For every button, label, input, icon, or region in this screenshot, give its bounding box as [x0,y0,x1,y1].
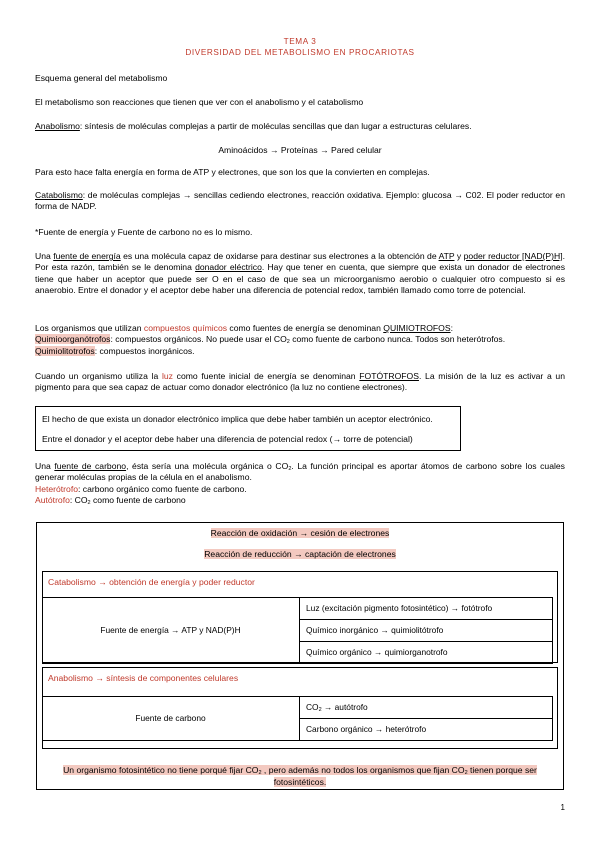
quimiolitotrofos-term: Quimiolitotrofos [35,345,95,356]
energia-row: Químico inorgánico → quimiolitótrofo [300,620,553,642]
chain-line: Aminoácidos → Proteínas → Pared celular [218,145,382,155]
anabolismo-heading: Anabolismo → síntesis de componentes celulares [48,673,239,683]
oxidacion-line: Reacción de oxidación → cesión de electrones [210,528,390,538]
page-number: 1 [560,803,565,812]
summary-box [36,522,564,790]
energia-row: Químico orgánico → quimiorganotrofo [300,642,553,664]
carbono-table [42,696,553,741]
fototrofos-paragraph: Cuando un organismo utiliza la luz como fuente inicial de energía se denominan FOTÓTROFOS. La misión de la luz es activar a un pigmento para que sea capaz de actuar como donador electrónico (la luz no contiene electrones). [35,371,565,393]
fuente-carbono-block: Una fuente de carbono, ésta sería una molécula orgánica o $CO_2$. La función principal es aportar átomos de carbono sobre los cuales generar moléculas propias de la célula en el anabolismo. Heterótrofo: carbono orgánico como fuente de carbono. Autótrofo: $CO_2$ como fuente de carbono [35,461,565,507]
energia-row: Luz (excitación pigmento fotosintético) → fotótrofo [300,598,553,620]
carbono-row: Carbono orgánico → heterótrofo [300,719,553,741]
quimiotrofos-block: Los organismos que utilizan compuestos químicos como fuentes de energía se denominan QUIMIOTROFOS: Quimioorganótrofos: compuestos orgánicos. No puede usar el $CO_2$ como fuente de carbono nunca. Todos son heterótrofos. Quimiolitotrofos: compuestos inorgánicos. [35,323,506,356]
fuente-energia-term: fuente de energía [53,251,121,261]
energia-label: Fuente de energía → ATP y NAD(P)H [42,598,300,664]
heterotrofo-term: Heterótrofo [35,483,78,494]
fuente-carbono-term: fuente de carbono [54,461,127,471]
energia-line: Para esto hace falta energía en forma de ATP y electrones, que son los que la convierten en complejas. [35,167,430,177]
catabolismo-panel [42,571,558,663]
callout-box: El hecho de que exista un donador electrónico implica que debe haber también un aceptor electrónico. Entre el donador y el aceptor debe haber una diferencia de potencial redox (→ torre de potencial) [35,406,461,451]
anabolismo-term: Anabolismo [35,121,80,131]
reduccion-line: Reacción de reducción → captación de electrones [204,549,396,559]
quimioorganotrofos-term: Quimioorganótrofos [35,334,111,345]
energia-table [42,597,553,664]
anabolismo-panel [42,667,558,749]
catabolismo-heading: Catabolismo → obtención de energía y poder reductor [48,577,255,587]
catabolismo-definition: Catabolismo: de moléculas complejas → sencillas cediendo electrones, reacción oxidativa. Ejemplo: glucosa → C02. El poder reductor en forma de NADP. [35,190,565,212]
catabolismo-term: Catabolismo [35,190,83,200]
page-title: DIVERSIDAD DEL METABOLISMO EN PROCARIOTAS [185,48,415,57]
tema-label: TEMA 3 [283,37,317,46]
fuente-energia-paragraph: Una fuente de energía es una molécula capaz de oxidarse para destinar sus electrones a la obtención de ATP y poder reductor [NAD(P)H]. Por esta razón, también se le denomina donador eléctrico. Hay que tener en cuenta, que siempre que exista un donador de electrones tiene que haber un aceptor que puede ser O en el caso de que sea un microorganismo aerobio o cualquier otro compuesto si es anaerobio. Entre el donador y el aceptor debe haber una diferencia de potencial redox, también llamado como torre de potencial. [35,251,565,296]
anabolismo-definition: Anabolismo: síntesis de moléculas complejas a partir de moléculas sencillas que dan lugar a estructuras celulares. [35,121,472,131]
carbono-label: Fuente de carbono [42,697,300,741]
intro-paragraph: El metabolismo son reacciones que tienen que ver con el anabolismo y el catabolismo [35,97,364,107]
note-line: *Fuente de energía y Fuente de carbono no es lo mismo. [35,227,253,237]
summary-footer: Un organismo fotosintético no tiene porqué fijar $CO_2$ , pero además no todos los organismos que fijan $CO_2$ tienen porque ser fotosintéticos. [63,765,537,787]
autotrofo-term: Autótrofo [35,495,70,506]
carbono-row: $CO_2$ → autótrofo [300,697,553,719]
section-heading: Esquema general del metabolismo [35,73,168,83]
